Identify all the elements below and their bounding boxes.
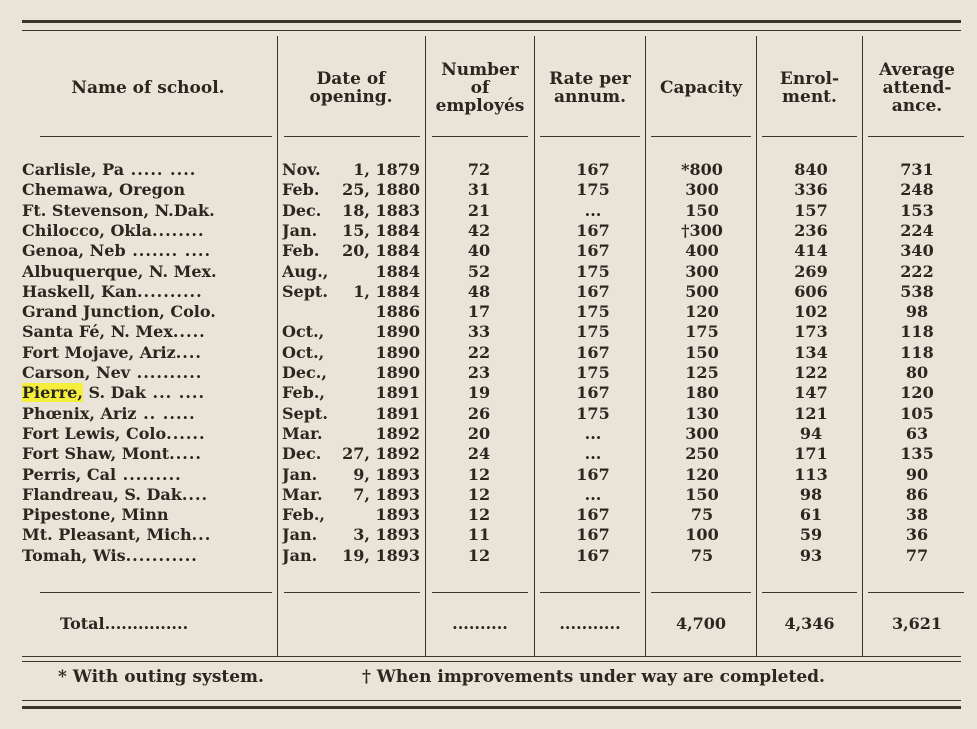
school-name-cell [22, 201, 274, 221]
rate-cell: ... [584, 200, 602, 220]
rate-cell: ... [584, 484, 602, 504]
opening-day-year: 1890 [375, 322, 420, 342]
total-rule [651, 592, 751, 593]
opening-month: Feb. [282, 241, 320, 261]
attendance-cell: 38 [905, 505, 929, 525]
opening-month: Mar. [282, 423, 323, 443]
employes-cell: 52 [467, 261, 491, 281]
opening-date-cell [282, 282, 420, 302]
rate-cell: 167 [576, 220, 610, 240]
column-divider [425, 36, 426, 656]
attendance-cell: 731 [900, 160, 934, 179]
capacity-cell: 125 [685, 363, 719, 382]
school-name-cell [22, 282, 274, 302]
capacity-cell: 150 [685, 342, 719, 362]
opening-day-year: 1891 [375, 383, 420, 403]
employes-cell: 20 [467, 423, 491, 443]
opening-day-year: 27, 1892 [342, 444, 420, 464]
school-name-cell [22, 221, 274, 241]
opening-date-cell [282, 221, 420, 241]
opening-day-year: 3, 1893 [353, 525, 420, 545]
attendance-cell: 36 [905, 525, 929, 545]
employes-cell: 12 [467, 464, 491, 484]
bottom-rule [22, 700, 961, 701]
opening-month: Dec. [282, 444, 322, 464]
enrolment-cell: 102 [794, 302, 828, 322]
rate-cell: 167 [576, 383, 610, 403]
total-employes: .......... [452, 614, 508, 633]
total-label: Total............... [60, 614, 189, 633]
rate-cell: 167 [576, 281, 610, 301]
school-name-cell [22, 241, 274, 261]
bottom-rule [22, 706, 961, 709]
dot-leader: ......... [116, 464, 182, 484]
dot-leader: .. ..... [136, 403, 196, 423]
school-name: Fort Lewis, Colo [22, 423, 167, 443]
column-divider [756, 36, 757, 656]
opening-date-cell [282, 322, 420, 342]
school-name-cell [22, 262, 274, 282]
attendance-cell: 153 [900, 200, 934, 220]
attendance-cell: 118 [900, 342, 934, 362]
column-divider [534, 36, 535, 656]
rate-cell: 175 [576, 322, 610, 342]
school-name: Haskell, Kan [22, 281, 137, 301]
school-name-cell [22, 383, 274, 403]
footnote-rule [22, 656, 961, 657]
capacity-cell: 250 [685, 444, 719, 464]
dot-leader: ....... .... [125, 241, 212, 261]
attendance-cell: 80 [905, 363, 929, 382]
capacity-cell: 300 [685, 423, 719, 443]
enrolment-cell: 59 [799, 525, 823, 545]
capacity-cell: 400 [685, 241, 719, 261]
capacity-cell: *800 [681, 160, 723, 179]
opening-day-year: 1890 [375, 363, 420, 382]
capacity-cell: 180 [685, 383, 719, 403]
school-name-cell [22, 363, 274, 383]
attendance-cell: 538 [900, 281, 934, 301]
total-rate: ........... [559, 614, 621, 633]
rate-cell: 167 [576, 241, 610, 261]
opening-month: Jan. [282, 545, 318, 565]
footnote-rule [22, 661, 961, 662]
employes-cell: 23 [467, 363, 491, 382]
school-name-cell [22, 160, 274, 180]
opening-date-cell [282, 485, 420, 505]
opening-month: Oct., [282, 342, 325, 362]
attendance-cell: 135 [900, 444, 934, 464]
school-name: Santa Fé, N. Mex [22, 322, 173, 342]
footnote-outing-system: * With outing system. [58, 667, 264, 687]
attendance-cell: 224 [900, 220, 934, 240]
dot-leader: ..... [172, 322, 206, 342]
rate-cell: 175 [576, 403, 610, 423]
rate-cell: 167 [576, 505, 610, 525]
rate-cell: 167 [576, 525, 610, 545]
capacity-cell: 500 [685, 281, 719, 301]
enrolment-cell: 606 [794, 281, 828, 301]
enrolment-cell: 98 [799, 484, 823, 504]
employes-cell: 42 [467, 220, 491, 240]
school-name-cell [22, 525, 274, 545]
enrolment-cell: 840 [794, 160, 828, 179]
enrolment-cell: 269 [794, 261, 828, 281]
rate-cell: 175 [576, 363, 610, 382]
top-rule-thin [22, 30, 961, 31]
opening-date-cell [282, 505, 420, 525]
school-name: Phœnix, Ariz [22, 403, 137, 423]
enrolment-cell: 236 [794, 220, 828, 240]
rate-cell: 167 [576, 342, 610, 362]
rate-cell: 175 [576, 261, 610, 281]
opening-date-cell [282, 424, 420, 444]
opening-month: Feb. [282, 180, 320, 200]
column-divider [862, 36, 863, 656]
employes-cell: 72 [467, 160, 491, 179]
attendance-cell: 340 [900, 241, 934, 261]
opening-month: Sept. [282, 403, 328, 423]
dot-leader: ... .... [145, 383, 206, 403]
rate-cell: ... [584, 444, 602, 464]
dot-leader: ...... [166, 423, 206, 443]
employes-cell: 17 [467, 302, 491, 322]
opening-date-cell [282, 201, 420, 221]
school-name: Fort Shaw, Mont [22, 444, 170, 464]
total-rule [762, 592, 857, 593]
opening-day-year: 1, 1884 [353, 281, 420, 301]
attendance-cell: 86 [905, 484, 929, 504]
header-name-of-school: Name of school. [71, 78, 225, 98]
total-attendance: 3,621 [891, 614, 943, 633]
dot-leader: .... [181, 484, 209, 504]
header-enrolment: Enrol- ment. [779, 69, 840, 107]
opening-date-cell [282, 546, 420, 566]
rate-cell: 167 [576, 464, 610, 484]
capacity-cell: 130 [685, 403, 719, 423]
school-name: Tomah, Wis [22, 545, 126, 565]
opening-date-cell [282, 160, 420, 180]
employes-cell: 22 [467, 342, 491, 362]
opening-date-cell [282, 343, 420, 363]
opening-day-year: 18, 1883 [342, 200, 420, 220]
school-name: Chemawa, Oregon [22, 180, 186, 200]
opening-date-cell [282, 302, 420, 322]
opening-month: Oct., [282, 322, 325, 342]
school-name: S. Dak [82, 383, 146, 403]
opening-month: Aug., [282, 261, 329, 281]
enrolment-cell: 157 [794, 200, 828, 220]
total-rule [432, 592, 528, 593]
rate-cell: 175 [576, 302, 610, 322]
opening-month: Mar. [282, 484, 323, 504]
opening-day-year: 1886 [375, 302, 420, 322]
enrolment-cell: 171 [794, 444, 828, 464]
opening-month: Nov. [282, 160, 321, 179]
school-name-cell [22, 485, 274, 505]
dot-leader: .......... [136, 281, 203, 301]
total-enrolment: 4,346 [784, 614, 835, 633]
column-divider [277, 36, 278, 656]
school-name: Carlisle, Pa [22, 160, 125, 179]
total-rule [540, 592, 640, 593]
rate-cell: 167 [576, 160, 610, 179]
employes-cell: 26 [467, 403, 491, 423]
capacity-cell: 100 [685, 525, 719, 545]
opening-month: Jan. [282, 220, 318, 240]
school-name: Ft. Stevenson, N.Dak. [22, 200, 215, 220]
opening-date-cell [282, 444, 420, 464]
school-name-cell [22, 302, 274, 322]
employes-cell: 40 [467, 241, 491, 261]
enrolment-cell: 113 [794, 464, 828, 484]
school-name-cell [22, 322, 274, 342]
capacity-cell: 150 [685, 484, 719, 504]
school-name-cell [22, 180, 274, 200]
attendance-cell: 63 [905, 423, 929, 443]
dot-leader: ..... [169, 444, 202, 464]
employes-cell: 24 [467, 444, 491, 464]
opening-month: Jan. [282, 464, 318, 484]
employes-cell: 12 [467, 484, 491, 504]
enrolment-cell: 173 [794, 322, 828, 342]
employes-cell: 31 [467, 180, 491, 200]
opening-day-year: 15, 1884 [342, 220, 420, 240]
opening-date-cell [282, 262, 420, 282]
opening-date-cell [282, 404, 420, 424]
footnote-improvements: † When improvements under way are completed. [362, 667, 825, 687]
dot-leader: ........... [125, 545, 198, 565]
attendance-cell: 120 [900, 383, 934, 403]
school-name: Chilocco, Okla [22, 220, 152, 240]
opening-day-year: 20, 1884 [342, 241, 420, 261]
enrolment-cell: 121 [794, 403, 828, 423]
employes-cell: 12 [467, 505, 491, 525]
dot-leader: .......... [130, 363, 203, 382]
school-name: Mt. Pleasant, Mich [22, 525, 192, 545]
opening-date-cell [282, 525, 420, 545]
school-name: Carson, Nev [22, 363, 131, 382]
total-capacity: 4,700 [675, 614, 727, 633]
school-name-cell [22, 404, 274, 424]
school-name: Albuquerque, N. Mex. [22, 261, 217, 281]
employes-cell: 48 [467, 281, 491, 301]
school-name-cell [22, 424, 274, 444]
rate-cell: 175 [576, 180, 610, 200]
capacity-cell: 120 [685, 302, 719, 322]
school-name-cell [22, 465, 274, 485]
employes-cell: 19 [467, 383, 491, 403]
enrolment-cell: 122 [794, 363, 828, 382]
dot-leader: ..... .... [124, 160, 197, 179]
opening-day-year: 1891 [375, 403, 420, 423]
dot-leader: ... [191, 525, 212, 545]
school-name: Genoa, Neb [22, 241, 126, 261]
school-name-cell [22, 343, 274, 363]
employes-cell: 21 [467, 200, 491, 220]
opening-month: Feb., [282, 505, 325, 525]
opening-day-year: 1892 [375, 423, 420, 443]
school-name: Pipestone, Minn [22, 505, 169, 525]
total-rule [40, 592, 272, 593]
enrolment-cell: 61 [799, 505, 823, 525]
dot-leader: .... [175, 342, 202, 362]
capacity-cell: 175 [685, 322, 719, 342]
attendance-cell: 90 [905, 464, 929, 484]
attendance-cell: 77 [905, 545, 929, 565]
total-rule [868, 592, 964, 593]
enrolment-cell: 134 [794, 342, 828, 362]
opening-day-year: 19, 1893 [342, 545, 420, 565]
opening-day-year: 9, 1893 [353, 464, 420, 484]
school-name: Perris, Cal [22, 464, 117, 484]
employes-cell: 12 [467, 545, 491, 565]
header-date-of-opening: Date of opening. [309, 69, 393, 107]
header-rate-per-annum: Rate per annum. [549, 69, 631, 107]
dot-leader: ........ [151, 220, 205, 240]
enrolment-cell: 94 [799, 423, 823, 443]
opening-month: Sept. [282, 281, 328, 301]
opening-day-year: 1, 1879 [353, 160, 420, 179]
school-name: Flandreau, S. Dak [22, 484, 182, 504]
top-rule [22, 20, 961, 23]
school-name: Fort Mojave, Ariz [22, 342, 176, 362]
highlighted-text: Pierre, [22, 383, 83, 403]
opening-date-cell [282, 241, 420, 261]
opening-date-cell [282, 383, 420, 403]
opening-day-year: 25, 1880 [342, 180, 420, 200]
employes-cell: 33 [467, 322, 491, 342]
rate-cell: ... [584, 423, 602, 443]
opening-month: Dec. [282, 200, 322, 220]
enrolment-cell: 93 [799, 545, 823, 565]
opening-day-year: 1893 [375, 505, 420, 525]
opening-month: Jan. [282, 525, 318, 545]
school-name-cell [22, 444, 274, 464]
enrolment-cell: 336 [794, 180, 828, 200]
capacity-cell: 120 [685, 464, 719, 484]
attendance-cell: 248 [900, 180, 934, 200]
attendance-cell: 105 [900, 403, 934, 423]
header-average-attendance: Average attend- ance. [879, 60, 955, 116]
header-number-of-employes: Number of employés [435, 60, 525, 116]
capacity-cell: †300 [681, 220, 723, 240]
opening-month: Feb., [282, 383, 325, 403]
opening-day-year: 7, 1893 [353, 484, 420, 504]
capacity-cell: 75 [690, 505, 714, 525]
attendance-cell: 222 [900, 261, 934, 281]
attendance-cell: 118 [900, 322, 934, 342]
capacity-cell: 150 [685, 200, 719, 220]
opening-day-year: 1884 [375, 261, 420, 281]
employes-cell: 11 [467, 525, 491, 545]
header-capacity: Capacity [660, 78, 742, 98]
rate-cell: 167 [576, 545, 610, 565]
school-name-cell [22, 546, 274, 566]
opening-date-cell [282, 180, 420, 200]
opening-date-cell [282, 465, 420, 485]
capacity-cell: 75 [690, 545, 714, 565]
school-name: Grand Junction, Colo. [22, 302, 216, 322]
enrolment-cell: 147 [794, 383, 828, 403]
opening-date-cell [282, 363, 420, 383]
capacity-cell: 300 [685, 180, 719, 200]
opening-month: Dec., [282, 363, 327, 382]
total-rule [284, 592, 420, 593]
enrolment-cell: 414 [794, 241, 828, 261]
attendance-cell: 98 [905, 302, 929, 322]
opening-day-year: 1890 [375, 342, 420, 362]
capacity-cell: 300 [685, 261, 719, 281]
school-name-cell [22, 505, 274, 525]
